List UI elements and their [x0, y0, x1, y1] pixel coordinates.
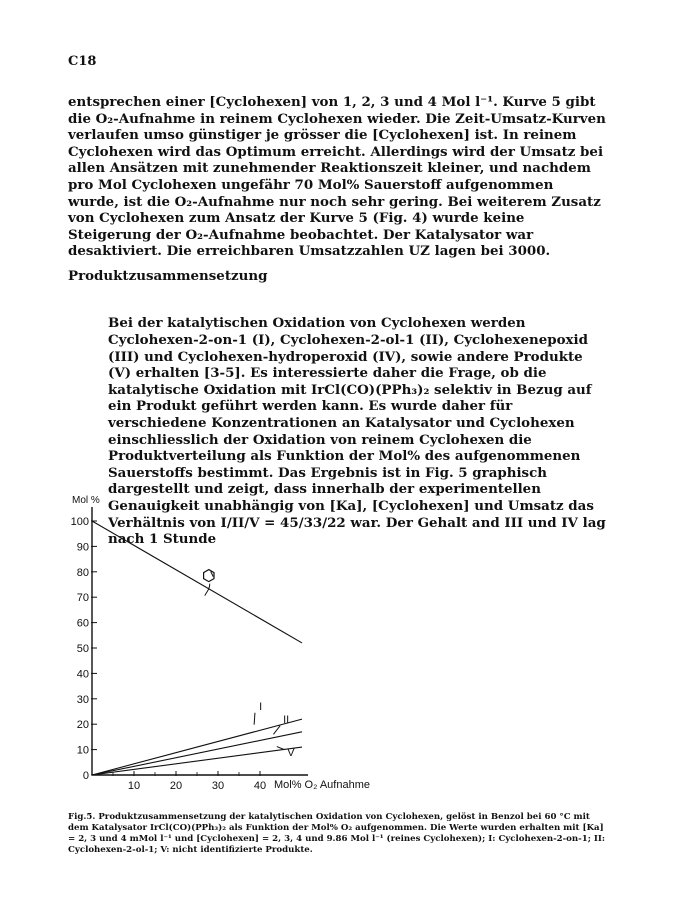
y-tick-label: 100	[70, 516, 89, 528]
series-leader-v	[277, 747, 285, 750]
series-line-ii	[92, 732, 302, 775]
paragraph-text-2: Bei der katalytischen Oxidation von Cyclohexen werden Cyclohexen-2-on-1 (I), Cyclohexen-2-ol-1 (II), Cyclohexenepoxid (III) und Cyclohexen-hydroperoxid (IV), sowie andere Produkte (V) erhalten [3-5]. Es interessierte daher die Frage, ob die katalytische Oxidation mit IrCl(CO)(PPh₃)₂ selektiv in Bezug auf ein Produkt geführt werden kann. Es wurde daher für verschiedene Konzentrationen an Katalysator und Cyclohexen einschliesslich der Oxidation von reinem Cyclohexen die Produktverteilung als Funktion der Mol% des aufgenommenen Sauerstoffs bestimmt. Das Ergebnis ist in Fig. 5 graphisch dargestellt und zeigt, dass innerhalb der experimentellen Genauigkeit unabhängig von [Ka], [Cyclohexen] und Umsatz das Verhältnis von I/II/V = 45/33/22 war. Der Gehalt and III und IV lag nach 1 Stunde	[108, 315, 606, 548]
ring-leader-line	[205, 584, 210, 596]
y-tick-label: 90	[76, 541, 89, 554]
chart-svg	[60, 490, 400, 810]
series-leader-i	[254, 713, 255, 725]
x-axis-label: Mol% O₂ Aufnahme	[274, 779, 370, 791]
y-tick-label: 30	[76, 693, 89, 706]
y-tick-label: 80	[76, 566, 89, 579]
page-number: C18	[68, 54, 97, 69]
y-tick-label: 10	[76, 744, 89, 757]
section-heading: Produktzusammensetzung	[68, 268, 268, 284]
y-tick-label: 0	[82, 770, 89, 782]
paragraph-text: entsprechen einer [Cyclohexen] von 1, 2, 3 und 4 Mol l⁻¹. Kurve 5 gibt die O₂-Aufnahme in reinem Cyclohexen wieder. Die Zeit-Umsatz-Kurven verlaufen umso günstiger je grösser die [Cyclohexen] ist. In reinem Cyclohexen wird das Optimum erreicht. Allerdings wird der Umsatz bei allen Ansätzen mit zunehmender Reaktionszeit kleiner, und nachdem pro Mol Cyclohexen ungefähr 70 Mol% Sauerstoff aufgenommen wurde, ist die O₂-Aufnahme nur noch sehr gering. Bei weiterem Zusatz von Cyclohexen zum Ansatz der Kurve 5 (Fig. 4) wurde keine Steigerung der O₂-Aufnahme beobachtet. Der Katalysator war desaktiviert. Die erreichbaren Umsatzzahlen UZ lagen bei 3000.	[68, 94, 606, 260]
figure-caption: Fig.5. Produktzusammensetzung der katalytischen Oxidation von Cyclohexen, gelöst in Benzol bei 60 °C mit dem Katalysator IrCl(CO)(PPh₃)₂ als Funktion der Mol% O₂ aufgenommen. Die Werte wurden erhalten mit [Ka] = 2, 3 und 4 mMol l⁻¹ und [Cyclohexen] = 2, 3, 4 und 9.86 Mol l⁻¹ (reines Cyclohexen); I: Cyclohexen-2-on-1; II: Cyclohexen-2-ol-1; V: nicht identifizierte Produkte.	[68, 812, 606, 855]
y-tick-label: 20	[76, 719, 89, 732]
y-tick-label: 40	[76, 668, 89, 681]
x-tick-label: 40	[253, 780, 267, 792]
series-label-i: I	[259, 701, 263, 714]
series-line-v	[92, 747, 302, 775]
x-tick-label: 20	[169, 780, 183, 792]
series-label-ii: II	[283, 713, 290, 726]
y-tick-label: 70	[76, 592, 89, 605]
series-label-v: V	[287, 746, 295, 759]
body-paragraph-1	[68, 94, 608, 260]
series-line-cyclohexene-curve	[92, 521, 302, 643]
y-tick-label: 60	[76, 617, 89, 630]
y-tick-label: 50	[76, 643, 89, 655]
figure-5-chart	[60, 490, 400, 810]
x-tick-label: 10	[127, 780, 141, 792]
series-line-i	[92, 719, 302, 775]
y-axis-label: Mol %	[72, 495, 100, 506]
x-tick-label: 30	[211, 780, 225, 792]
